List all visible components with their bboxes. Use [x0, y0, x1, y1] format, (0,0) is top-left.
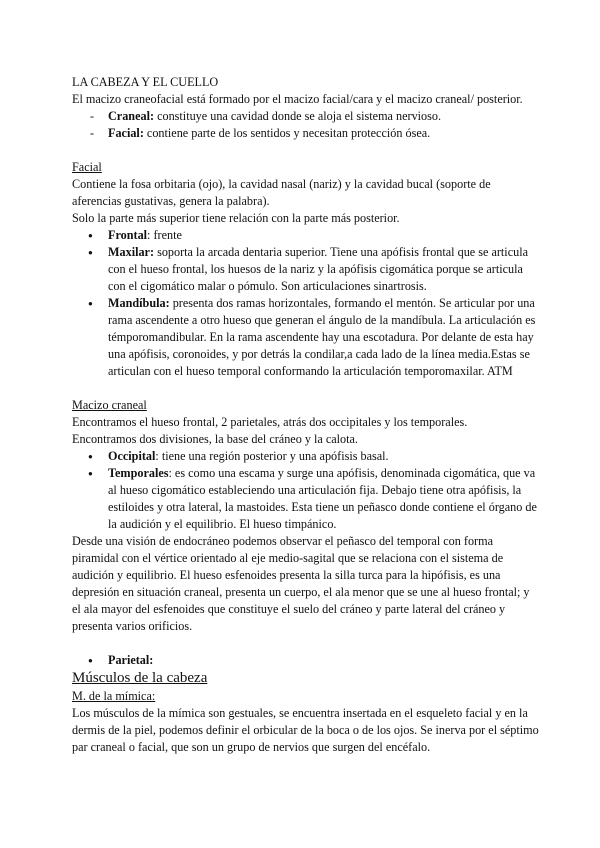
craneal-paragraph-2: Encontramos dos divisiones, la base del cráneo y la calota. [72, 432, 358, 446]
item-text: soporta la arcada dentaria superior. Tiene una apófisis frontal que se articula con el hueso frontal, los huesos de la nariz y la apófisis cigomática porque se articula con el cigomático malar o pómulo. Son articulaciones sinartrosis. [108, 245, 528, 293]
intro-list [72, 108, 540, 142]
list-item [72, 295, 540, 380]
facial-list [72, 227, 540, 380]
item-term: Mandíbula: [108, 296, 170, 310]
list-item [72, 244, 540, 295]
craneal-paragraph-3: Desde una visión de endocráneo podemos observar el peñasco del temporal con forma piramidal con el vértice orientado al eje medio-sagital que se relaciona con el sistema de audición y equilibrio. El hueso esfenoides presenta la silla turca para la hipófisis, es una depresión en situación craneal, presenta un cuerpo, el ala menor que se une al hueso frontal; y el ala mayor del esfenoides que constituye el suelo del cráneo y parte lateral del cráneo y presenta varios orificios. [72, 534, 530, 633]
facial-heading: Facial [72, 160, 102, 174]
item-term: Facial: [108, 126, 144, 140]
parietal-list [72, 652, 540, 669]
item-text: : es como una escama y surge una apófisis, denominada cigomática, que va al hueso cigomático estableciendo una articulación fija. Debajo tiene otra apófisis, la estiloides y otra lateral, la mastoides. Esta tiene un peñasco donde contiene el órgano de la audición y el equilibrio. El hueso timpánico. [108, 466, 537, 531]
mimica-paragraph: Los músculos de la mímica son gestuales, se encuentra insertada en el esqueleto facial y en la dermis de la piel, podemos definir el orbicular de la boca o de los ojos. Se inerva por el séptimo par craneal o facial, que son un grupo de nervios que surgen del encéfalo. [72, 706, 539, 754]
item-term: Parietal: [108, 653, 154, 667]
facial-paragraph-2: Solo la parte más superior tiene relación con la parte más posterior. [72, 211, 400, 225]
list-item [72, 108, 540, 125]
intro-paragraph: El macizo craneofacial está formado por el macizo facial/cara y el macizo craneal/ posterior. [72, 92, 523, 106]
mimica-subheading: M. de la mímica: [72, 689, 156, 703]
list-item [72, 652, 540, 669]
item-term: Occipital [108, 449, 156, 463]
item-term: Temporales [108, 466, 169, 480]
list-item [72, 227, 540, 244]
document-title: LA CABEZA Y EL CUELLO [72, 75, 219, 89]
musculos-heading: Músculos de la cabeza [72, 670, 208, 686]
list-item [72, 125, 540, 142]
item-term: Craneal: [108, 109, 155, 123]
list-item [72, 465, 540, 533]
item-text: : tiene una región posterior y una apófisis basal. [155, 449, 389, 463]
item-text: constituye una cavidad donde se aloja el sistema nervioso. [154, 109, 442, 123]
list-item [72, 448, 540, 465]
craneal-paragraph-1: Encontramos el hueso frontal, 2 parietales, atrás dos occipitales y los temporales. [72, 415, 468, 429]
craneal-list [72, 448, 540, 533]
item-term: Maxilar: [108, 245, 155, 259]
item-text: : frente [147, 228, 182, 242]
facial-paragraph-1: Contiene la fosa orbitaria (ojo), la cavidad nasal (nariz) y la cavidad bucal (soporte de aferencias gustativas, genera la palabra). [72, 177, 491, 208]
craneal-heading: Macizo craneal [72, 398, 147, 412]
item-text: contiene parte de los sentidos y necesitan protección ósea. [143, 126, 431, 140]
item-term: Frontal [108, 228, 148, 242]
item-text: presenta dos ramas horizontales, formando el mentón. Se articular por una rama ascendente a otro hueso que generan el ángulo de la mandíbula. La articulación es témporomandibular. En la rama ascendente hay una escotadura. Por delante de esta hay una apófisis, coronoides, y por detrás la condilar,a cada lado de la línea media.Estas se articulan con el hueso temporal conformando la articulación temporomaxilar. ATM [108, 296, 536, 378]
